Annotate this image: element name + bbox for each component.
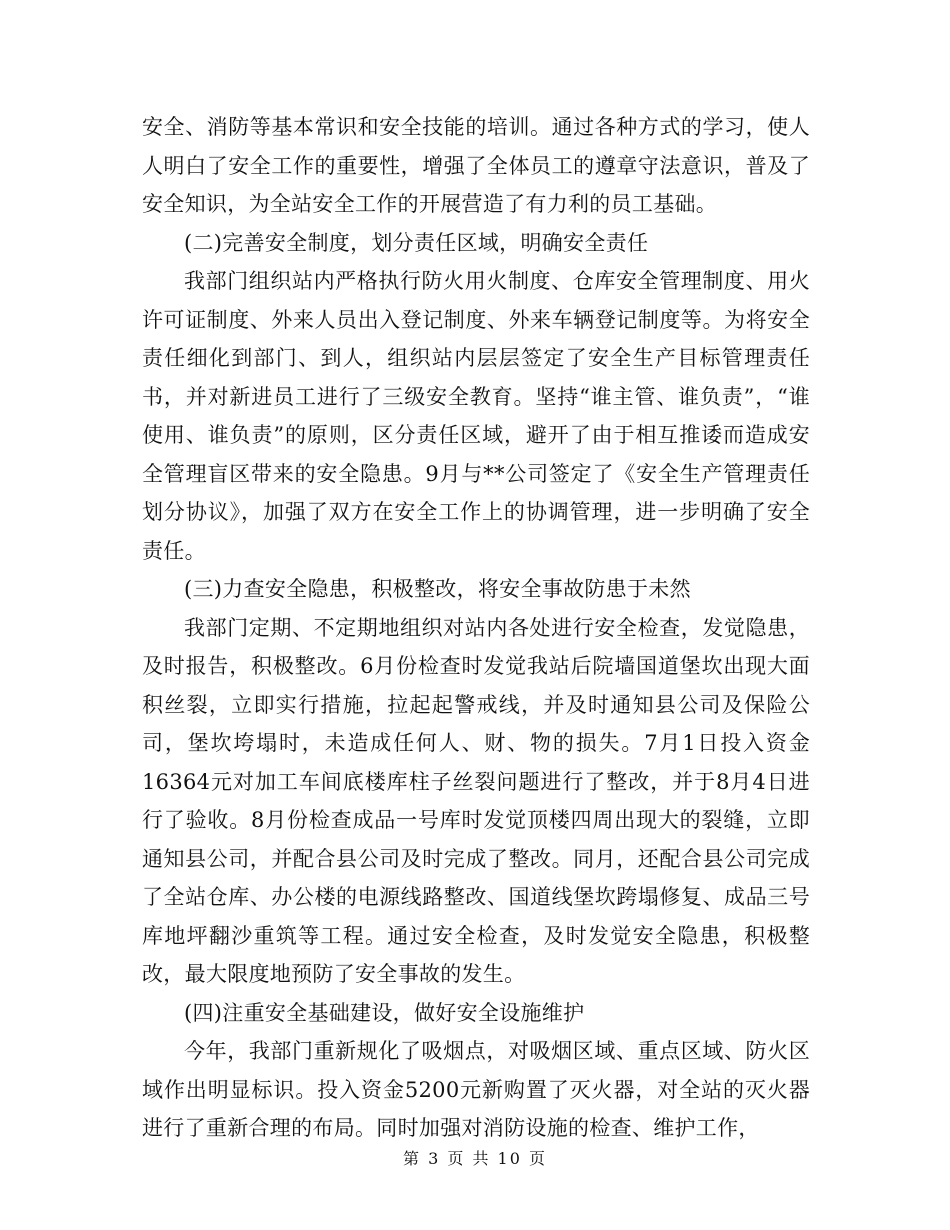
section-heading-2: (二)完善安全制度，划分责任区域，明确安全责任 — [184, 230, 649, 255]
paragraph-continued: 安全、消防等基本常识和安全技能的培训。通过各种方式的学习，使人人明白了安全工作的重要性，增强了全体员工的遵章守法意识，普及了安全知识，为全站安全工作的开展营造了有力利的员工基础。 — [142, 115, 810, 216]
paragraph-safety-system: 我部门组织站内严格执行防火用火制度、仓库安全管理制度、用火许可证制度、外来人员出入登记制度、外来车辆登记制度等。为将安全责任细化到部门、到人，组织站内层层签定了安全生产目标管理责任书，并对新进员工进行了三级安全教育。坚持“谁主管、谁负责”，“谁使用、谁负责”的原则，区分责任区域，避开了由于相互推诿而造成安全管理盲区带来的安全隐患。9月与**公司签定了《安全生产管理责任划分协议》，加强了双方在安全工作上的协调管理，进一步明确了安全责任。 — [142, 269, 810, 563]
paragraph-hazard-inspection: 我部门定期、不定期地组织对站内各处进行安全检查，发觉隐患，及时报告，积极整改。6月份检查时发觉我站后院墙国道堡坎出现大面积丝裂，立即实行措施，拉起起警戒线，并及时通知县公司及保险公司，堡坎垮塌时，未造成任何人、财、物的损失。7月1日投入资金16364元对加工车间底楼库柱子丝裂问题进行了整改，并于8月4日进行了验收。8月份检查成品一号库时发觉顶楼四周出现大的裂缝，立即通知县公司，并配合县公司及时完成了整改。同月，还配合县公司完成了全站仓库、办公楼的电源线路整改、国道线堡坎跨塌修复、成品三号库地坪翻沙重筑等工程。通过安全检查，及时发觉安全隐患，积极整改，最大限度地预防了安全事故的发生。 — [142, 615, 810, 986]
paragraph-facility-maintenance: 今年，我部门重新规化了吸烟点，对吸烟区域、重点区域、防火区域作出明显标识。投入资金5200元新购置了灭火器，对全站的灭火器进行了重新合理的布局。同时加强对消防设施的检查、维护工作， — [142, 1039, 810, 1140]
section-heading-3: (三)力查安全隐患，积极整改，将安全事故防患于未然 — [184, 577, 691, 601]
page-number-footer: 第 3 页 共 10 页 — [403, 1149, 547, 1168]
document-body — [142, 108, 810, 1148]
section-heading-4: (四)注重安全基础建设，做好安全设施维护 — [184, 1000, 585, 1025]
